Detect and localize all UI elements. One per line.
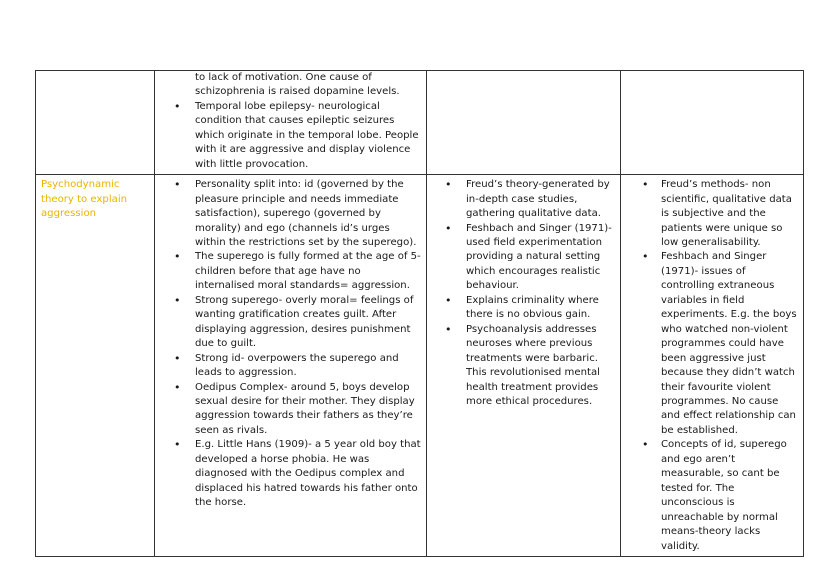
list-item: • Feshbach and Singer (1971)- used field experimentation providing a natural setting which encourages realistic behaviour. [427, 222, 616, 294]
list-item: • Freud’s methods- non scientific, qualitative data is subjective and the patients were unique so low generalisability. [621, 178, 799, 250]
description-list [155, 71, 426, 174]
description-cell [155, 71, 427, 175]
table-row [36, 175, 804, 557]
weaknesses-cell [621, 71, 804, 175]
weaknesses-list [621, 178, 803, 556]
list-item: to lack of motivation. One cause of schizophrenia is raised dopamine levels. [195, 72, 400, 98]
notes-table [35, 70, 804, 557]
list-item: • Temporal lobe epilepsy- neurological condition that causes epileptic seizures which originate in the temporal lobe. People with it are aggressive and display violence with little provocation. [155, 100, 422, 172]
description-cell [155, 175, 427, 557]
table-row [36, 71, 804, 175]
strengths-cell [427, 175, 621, 557]
strengths-list [427, 178, 620, 411]
list-item: • Personality split into: id (governed by the pleasure principle and needs immediate satisfaction), superego (governed by morality) and ego (channels id’s urges within the restrictions set by the superego). [155, 178, 422, 250]
list-item: • Explains criminality where there is no obvious gain. [427, 294, 616, 323]
list-item: • Feshbach and Singer (1971)- issues of controlling extraneous variables in field experiments. E.g. the boys who watched non-violent programmes could have been aggressive just because they didn’t watch their favourite violent programmes. No cause and effect relationship can be established. [621, 250, 799, 438]
list-item: • Concepts of id, superego and ego aren’t measurable, so cant be tested for. The unconscious is unreachable by normal means-theory lacks validity. [621, 438, 799, 554]
list-item: • E.g. Little Hans (1909)- a 5 year old boy that developed a horse phobia. He was diagnosed with the Oedipus complex and displaced his hatred towards his father onto the horse. [155, 438, 422, 510]
topic-cell [36, 175, 155, 557]
topic-label [36, 71, 154, 74]
weaknesses-cell [621, 175, 804, 557]
description-list [155, 178, 426, 512]
list-item: • Strong superego- overly moral= feelings of wanting gratification creates guilt. After displaying aggression, desires punishment due to guilt. [155, 294, 422, 352]
list-item: • The superego is fully formed at the age of 5- children before that age have no internalised moral standards= aggression. [155, 250, 422, 293]
topic-label: Psychodynamic theory to explain aggression [41, 179, 128, 220]
strengths-cell [427, 71, 621, 175]
list-item: • Strong id- overpowers the superego and leads to aggression. [155, 352, 422, 381]
list-item: • Psychoanalysis addresses neuroses where previous treatments were barbaric. This revolutionised mental health treatment provides more ethical procedures. [427, 323, 616, 410]
list-item: • Freud’s theory-generated by in-depth case studies, gathering qualitative data. [427, 178, 616, 221]
topic-cell [36, 71, 155, 175]
list-item: • Oedipus Complex- around 5, boys develop sexual desire for their mother. They display aggression towards their fathers as they’re seen as rivals. [155, 381, 422, 439]
